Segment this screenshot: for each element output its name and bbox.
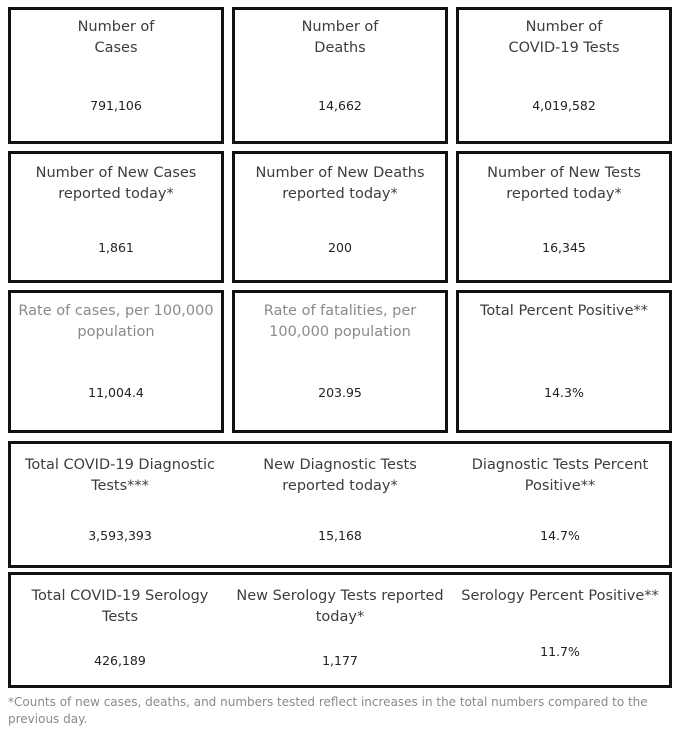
diagnostic-total-label: Total COVID-19 Diagnostic Tests*** xyxy=(25,457,215,494)
tile-value: 203.95 xyxy=(318,385,362,400)
tile-label: Number of New Tests reported today* xyxy=(487,165,641,202)
diagnostic-positive-cell xyxy=(451,444,669,565)
tile-new-cases xyxy=(8,151,224,283)
tile-label: Number of Cases xyxy=(77,19,155,56)
tile-number-of-tests xyxy=(456,7,672,144)
serology-positive-label: Serology Percent Positive** xyxy=(461,588,659,604)
tile-label: Number of Deaths xyxy=(301,19,379,56)
tile-value: 16,345 xyxy=(542,240,586,255)
tile-new-deaths xyxy=(232,151,448,283)
tile-number-of-cases xyxy=(8,7,224,144)
serology-total-value: 426,189 xyxy=(94,653,146,668)
tile-value: 11,004.4 xyxy=(88,385,144,400)
tile-value: 14,662 xyxy=(318,98,362,113)
serology-positive-cell xyxy=(451,575,669,685)
tile-value: 1,861 xyxy=(98,240,134,255)
serology-total-label: Total COVID-19 Serology Tests xyxy=(31,588,209,625)
diagnostic-new-cell xyxy=(229,444,451,565)
diagnostic-positive-value: 14.7% xyxy=(540,528,580,543)
tile-value: 14.3% xyxy=(544,385,584,400)
serology-new-label: New Serology Tests reported today* xyxy=(236,588,444,625)
diagnostic-new-value: 15,168 xyxy=(318,528,362,543)
tile-value: 791,106 xyxy=(90,98,142,113)
tile-value: 200 xyxy=(328,240,352,255)
tile-label: Number of COVID-19 Tests xyxy=(508,19,620,56)
serology-tests-panel xyxy=(8,572,672,688)
serology-new-cell xyxy=(229,575,451,685)
tile-case-rate xyxy=(8,290,224,433)
serology-positive-value: 11.7% xyxy=(540,644,580,659)
diagnostic-new-label: New Diagnostic Tests reported today* xyxy=(263,457,417,494)
tile-label: Total Percent Positive** xyxy=(479,303,649,319)
tile-label: Rate of fatalities, per 100,000 population xyxy=(263,303,417,340)
tile-label: Number of New Deaths reported today* xyxy=(255,165,425,202)
tile-fatality-rate xyxy=(232,290,448,433)
serology-new-value: 1,177 xyxy=(322,653,358,668)
tile-total-percent-positive xyxy=(456,290,672,433)
tile-value: 4,019,582 xyxy=(532,98,596,113)
tile-number-of-deaths xyxy=(232,7,448,144)
diagnostic-total-value: 3,593,393 xyxy=(88,528,152,543)
diagnostic-positive-label: Diagnostic Tests Percent Positive** xyxy=(471,457,649,494)
footnote: *Counts of new cases, deaths, and numbers tested reflect increases in the total numbers compared to the previous day. xyxy=(8,695,648,726)
diagnostic-tests-panel xyxy=(8,441,672,568)
serology-total-cell xyxy=(11,575,229,685)
tile-label: Rate of cases, per 100,000 population xyxy=(18,303,214,340)
tile-label: Number of New Cases reported today* xyxy=(35,165,197,202)
tile-new-tests xyxy=(456,151,672,283)
diagnostic-total-cell xyxy=(11,444,229,565)
